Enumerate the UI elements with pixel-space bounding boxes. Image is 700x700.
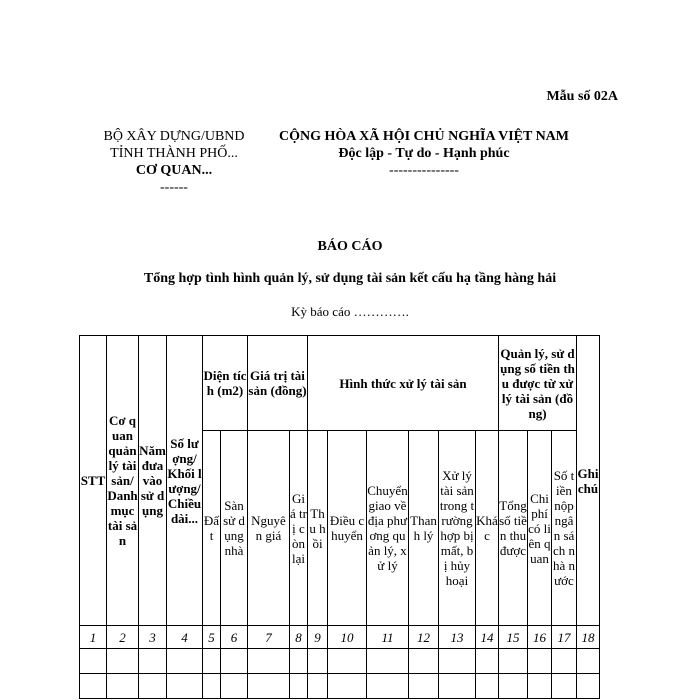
agency-header (84, 128, 264, 196)
column-number: 7 (248, 626, 290, 649)
subheader-transfer: Điều chuyển (328, 431, 367, 626)
column-number: 4 (167, 626, 203, 649)
subheader-paid-budget: Số tiền nộp ngân sách nhà nước (552, 431, 577, 626)
national-separator: --------------- (389, 163, 459, 178)
column-number: 12 (409, 626, 439, 649)
subheader-total-collected: Tổng số tiền thu được (499, 431, 528, 626)
subheader-floor: Sàn sử dụng nhà (221, 431, 248, 626)
column-number: 5 (203, 626, 221, 649)
column-number: 3 (139, 626, 167, 649)
report-period: Kỳ báo cáo …………. (291, 304, 409, 319)
report-subtitle: Tổng hợp tình hình quản lý, sử dụng tài sản kết cấu hạ tầng hàng hải (143, 271, 557, 286)
form-number: Mẫu số 02A (546, 89, 618, 104)
header-proceeds: Quản lý, sử dụng số tiền thu được từ xử lý tài sản (đồng) (499, 336, 577, 431)
column-number: 11 (367, 626, 409, 649)
agency-line-3: CƠ QUAN... (135, 163, 213, 178)
header-value: Giá trị tài sản (đồng) (248, 336, 308, 431)
header-quantity: Số lượng/ Khối lượng/ Chiều dài... (167, 336, 203, 626)
subheader-other: Khác (476, 431, 499, 626)
header-year: Năm đưa vào sử dụng (139, 336, 167, 626)
column-number: 8 (290, 626, 308, 649)
column-number: 14 (476, 626, 499, 649)
subheader-handover: Chuyển giao về địa phương quản lý, xử lý (367, 431, 409, 626)
header-area: Diện tích (m2) (203, 336, 248, 431)
column-number: 13 (439, 626, 476, 649)
subheader-remaining-value: Giá trị còn lại (290, 431, 308, 626)
report-table (79, 335, 600, 699)
national-header (263, 128, 585, 179)
column-number-row (80, 626, 600, 649)
column-number: 6 (221, 626, 248, 649)
column-number: 18 (577, 626, 600, 649)
column-number: 16 (528, 626, 552, 649)
header-agency: Cơ quan quản lý tài sản/ Danh mục tài sản (107, 336, 139, 626)
header-note: Ghi chú (577, 336, 600, 626)
column-number: 15 (499, 626, 528, 649)
column-number: 10 (328, 626, 367, 649)
header-disposal: Hình thức xử lý tài sản (308, 336, 499, 431)
subheader-loss: Xử lý tài sản trong trường hợp bị mất, bị hủy hoại (439, 431, 476, 626)
column-number: 17 (552, 626, 577, 649)
table-row (80, 674, 600, 699)
agency-line-1: BỘ XÂY DỰNG/UBND (103, 129, 245, 144)
national-title: CỘNG HÒA XÃ HỘI CHỦ NGHĨA VIỆT NAM (278, 129, 569, 144)
column-number: 1 (80, 626, 107, 649)
agency-separator: ------ (160, 180, 188, 195)
subheader-original-cost: Nguyên giá (248, 431, 290, 626)
agency-line-2: TỈNH THÀNH PHỐ... (110, 146, 238, 161)
column-number: 2 (107, 626, 139, 649)
column-number: 9 (308, 626, 328, 649)
subheader-land: Đất (203, 431, 221, 626)
subheader-related-costs: Chi phí có liên quan (528, 431, 552, 626)
header-stt: STT (80, 336, 107, 626)
subheader-liquidation: Thanh lý (409, 431, 439, 626)
table-row (80, 649, 600, 674)
report-title: BÁO CÁO (317, 239, 383, 254)
subheader-recovery: Thu hồi (308, 431, 328, 626)
national-motto: Độc lập - Tự do - Hạnh phúc (338, 146, 510, 161)
